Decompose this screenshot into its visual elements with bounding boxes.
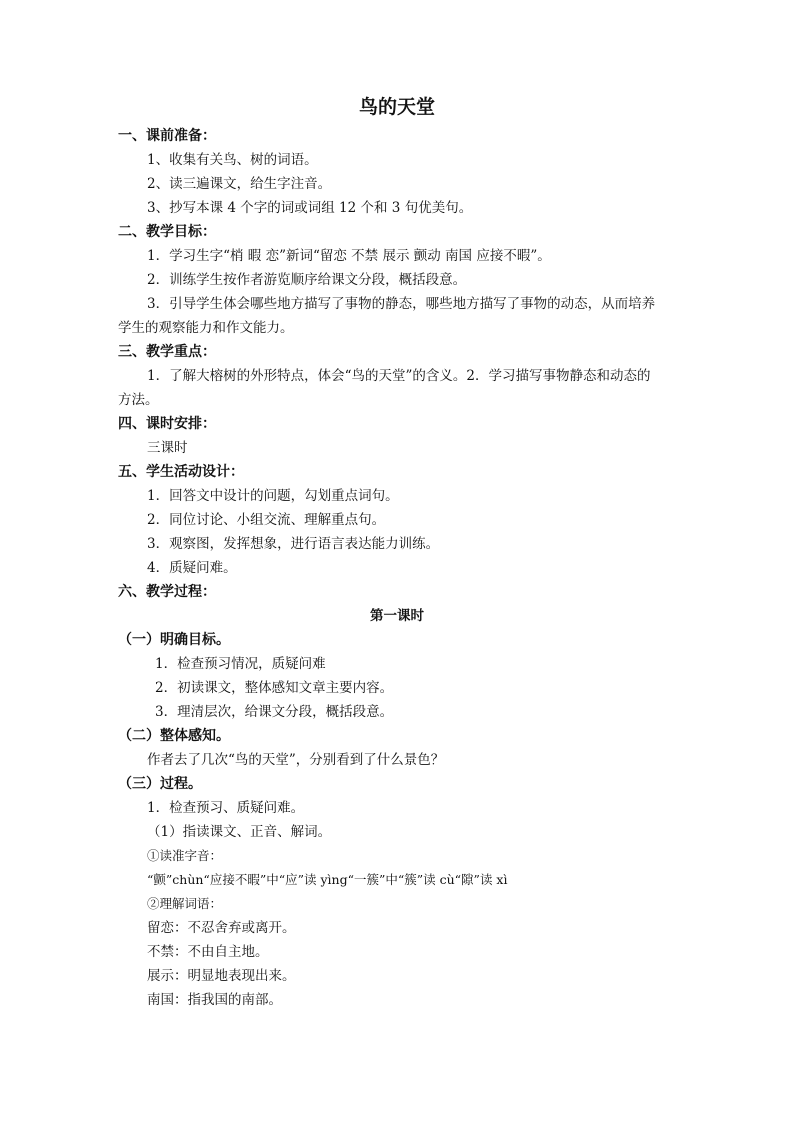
- focus-line-2: 方法。: [118, 392, 159, 408]
- part-heading-process: （三）过程。: [118, 776, 202, 792]
- goal-item-3: 3．引导学生体会哪些地方描写了事物的静态，哪些地方描写了事物的动态，从而培养: [147, 296, 656, 312]
- schedule-text: 三课时: [147, 440, 188, 456]
- part1-item-3: 3．理清层次，给课文分段，概括段意。: [155, 704, 394, 720]
- vocab-item: 不禁：不由自主地。: [147, 944, 269, 960]
- goal-item-2: 2．训练学生按作者游览顺序给课文分段，概括段意。: [147, 272, 467, 288]
- activity-item-4: 4．质疑问难。: [147, 560, 237, 576]
- pronunciation-line: “颤”chùn“应接不暇”中“应”读 yìng“一簇”中“簇”读 cù“隙”读 xì: [147, 872, 508, 887]
- vocab-item: 留恋：不忍舍弃或离开。: [147, 920, 296, 936]
- prep-item-2: 2、读三遍课文，给生字注音。: [147, 176, 332, 192]
- pronunciation-heading: ①读准字音：: [147, 848, 223, 863]
- activity-item-2: 2．同位讨论、小组交流、理解重点句。: [147, 512, 386, 528]
- lesson-title: 第一课时: [370, 608, 424, 624]
- section-heading-activities: 五、学生活动设计：: [118, 464, 244, 480]
- section-heading-goals: 二、教学目标：: [118, 224, 216, 240]
- document-title: 鸟的天堂: [358, 96, 435, 118]
- focus-line-1: 1．了解大榕树的外形特点，体会“鸟的天堂”的含义。2．学习描写事物静态和动态的: [147, 368, 651, 384]
- vocabulary-heading: ②理解词语：: [147, 896, 223, 911]
- goal-item-3-cont: 学生的观察能力和作文能力。: [118, 320, 294, 336]
- section-heading-process: 六、教学过程：: [118, 584, 216, 600]
- part-heading-goals: （一）明确目标。: [118, 632, 230, 648]
- vocab-item: 展示：明显地表现出来。: [147, 968, 296, 984]
- process-step-1: 1．检查预习、质疑问难。: [147, 800, 305, 816]
- section-heading-prep: 一、课前准备：: [118, 128, 216, 144]
- prep-item-1: 1、收集有关鸟、树的词语。: [147, 152, 318, 168]
- vocab-item: 南国：指我国的南部。: [147, 992, 282, 1008]
- overview-question: 作者去了几次“鸟的天堂”，分别看到了什么景色？: [147, 752, 445, 768]
- part1-item-2: 2．初读课文，整体感知文章主要内容。: [155, 680, 394, 696]
- section-heading-schedule: 四、课时安排：: [118, 416, 216, 432]
- goal-item-1: 1．学习生字“梢 暇 恋”新词“留恋 不禁 展示 颤动 南国 应接不暇”。: [147, 248, 551, 264]
- activity-item-3: 3．观察图，发挥想象，进行语言表达能力训练。: [147, 536, 440, 552]
- process-substep-1: （1）指读课文、正音、解词。: [147, 824, 332, 840]
- activity-item-1: 1．回答文中设计的问题，勾划重点词句。: [147, 488, 399, 504]
- part-heading-overview: （二）整体感知。: [118, 728, 230, 744]
- section-heading-focus: 三、教学重点：: [118, 344, 216, 360]
- prep-item-3: 3、抄写本课 4 个字的词或词组 12 个和 3 句优美句。: [147, 200, 473, 216]
- part1-item-1: 1．检查预习情况，质疑问难: [155, 656, 326, 672]
